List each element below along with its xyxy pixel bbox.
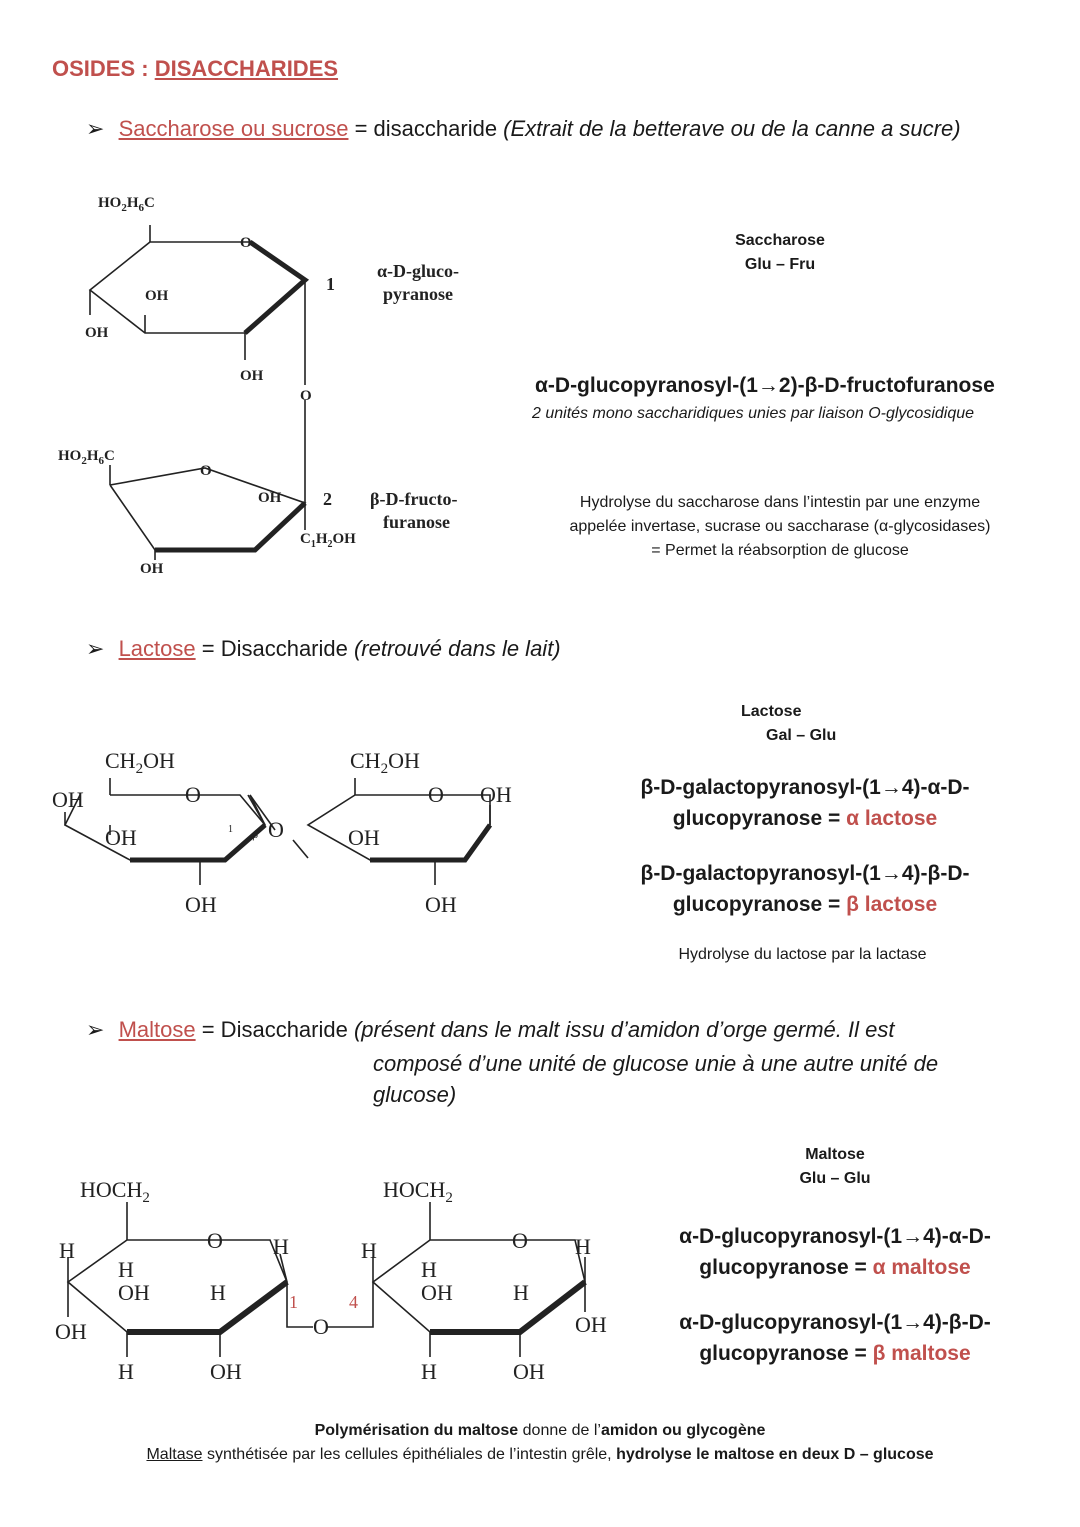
saccharose-label-name: Saccharose bbox=[735, 232, 825, 249]
lactose-eq: = Disaccharide bbox=[195, 636, 354, 661]
o-ring-1: O bbox=[185, 782, 201, 807]
lactose-heading bbox=[86, 636, 561, 662]
lactose-hydrolysis: Hydrolyse du lactose par la lactase bbox=[678, 946, 927, 963]
maltose-alpha bbox=[620, 1221, 1050, 1283]
oh-bottom: OH bbox=[240, 368, 264, 384]
h-c1: H bbox=[118, 1257, 134, 1282]
maltose-alpha-red: α maltose bbox=[872, 1256, 971, 1279]
footer-1-mid: donne de l’ bbox=[518, 1422, 601, 1439]
lactose-alpha-2: glucopyranose = bbox=[672, 807, 847, 830]
o-link: O bbox=[268, 817, 284, 842]
maltose-structure bbox=[55, 1172, 615, 1402]
oh-ring-2: OH bbox=[348, 825, 380, 850]
num-4: 4 bbox=[349, 1292, 358, 1312]
maltose-beta-red: β maltose bbox=[872, 1342, 971, 1365]
lactose-alpha bbox=[590, 772, 1020, 834]
saccharose-hydro-3: = Permet la réabsorption de glucose bbox=[651, 542, 909, 559]
oh-ring-1: OH bbox=[105, 825, 137, 850]
o-ring-2: O bbox=[512, 1228, 528, 1253]
o-ring-2: O bbox=[428, 782, 444, 807]
ho2h6c-top: $HO_2H_6C$ bbox=[98, 195, 155, 214]
oh-mid: OH bbox=[145, 288, 169, 304]
saccharose-heading bbox=[86, 116, 961, 142]
oh-right: OH bbox=[575, 1312, 607, 1337]
maltose-desc-cont bbox=[373, 1048, 938, 1110]
num-2: 2 bbox=[323, 489, 332, 509]
lactose-label bbox=[720, 700, 840, 748]
saccharose-label-units: Glu – Fru bbox=[744, 256, 816, 273]
saccharose-desc: (Extrait de la betterave ou de la canne a sucre) bbox=[503, 116, 961, 141]
oh-left: OH bbox=[52, 787, 84, 812]
one-mark: 1 bbox=[228, 824, 233, 835]
alpha-label-1: α-D-gluco- bbox=[377, 261, 460, 281]
beta-label-2: furanose bbox=[383, 512, 450, 532]
num-1: 1 bbox=[289, 1292, 298, 1312]
maltose-footer bbox=[40, 1419, 1040, 1467]
beta-mark: β bbox=[253, 830, 258, 841]
lactose-desc: (retrouvé dans le lait) bbox=[353, 636, 561, 661]
bullet-icon: ➢ bbox=[86, 116, 105, 141]
footer-2-maltase: Maltase bbox=[146, 1446, 203, 1463]
h-e1: H bbox=[118, 1359, 134, 1384]
lactose-beta-2: glucopyranose = bbox=[672, 893, 847, 916]
saccharose-structure bbox=[40, 185, 540, 605]
lactose-structure bbox=[50, 740, 570, 930]
saccharose-iupac-note: 2 unités mono saccharidiques unies par liaison O-glycosidique bbox=[532, 405, 975, 422]
saccharose-iupac: α-D-glucopyranosyl-(1→2)-β-D-fructofuranose bbox=[535, 374, 995, 397]
o-ring-glucose: O bbox=[240, 235, 252, 251]
ho2h6c-fru: $HO_2H_6C$ bbox=[58, 448, 115, 467]
footer-2-bold: hydrolyse le maltose en deux D – glucose bbox=[616, 1446, 934, 1463]
oh-left: OH bbox=[55, 1319, 87, 1344]
lactose-beta bbox=[590, 858, 1020, 920]
oh-c2: OH bbox=[421, 1280, 453, 1305]
oh-left: OH bbox=[85, 325, 109, 341]
o-link: O bbox=[313, 1314, 329, 1339]
h-d2: H bbox=[513, 1280, 529, 1305]
maltose-beta-1: α-D-glucopyranosyl-(1→4)-β-D- bbox=[679, 1311, 991, 1334]
oh-e2: OH bbox=[513, 1359, 545, 1384]
num-1: 1 bbox=[326, 274, 335, 294]
o-ring-fructose: O bbox=[200, 463, 212, 479]
h-b1: H bbox=[273, 1234, 289, 1259]
saccharose-name: Saccharose ou sucrose bbox=[118, 116, 349, 141]
ch2oh-1: $CH_2OH$ bbox=[105, 748, 175, 777]
maltose-label-name: Maltose bbox=[805, 1146, 865, 1163]
maltose-desc-2: composé d’une unité de glucose unie à une autre unité de bbox=[373, 1051, 939, 1076]
glucose-ring-2 bbox=[373, 1240, 585, 1332]
oh-bottom-1: OH bbox=[185, 892, 217, 917]
lactose-label-name: Lactose bbox=[741, 703, 802, 720]
h-b2: H bbox=[575, 1234, 591, 1259]
glucose-ring bbox=[308, 795, 490, 860]
h-a2: H bbox=[361, 1238, 377, 1263]
maltose-alpha-1: α-D-glucopyranosyl-(1→4)-α-D- bbox=[679, 1225, 991, 1248]
beta-label-1: β-D-fructo- bbox=[370, 489, 458, 509]
lactose-label-units: Gal – Glu bbox=[766, 727, 837, 744]
saccharose-hydrolysis bbox=[520, 491, 1040, 563]
footer-2-mid: synthétisée par les cellules épithéliales de l’intestin grêle, bbox=[202, 1446, 617, 1463]
oh-c1: OH bbox=[118, 1280, 150, 1305]
oh-bottom-2: OH bbox=[425, 892, 457, 917]
page-title bbox=[52, 56, 338, 82]
o-link: O bbox=[300, 388, 312, 404]
oh-right: OH bbox=[480, 782, 512, 807]
saccharose-hydro-2: appelée invertase, sucrase ou saccharase (α-glycosidases) bbox=[569, 518, 991, 535]
hoch2-1: $HOCH_2$ bbox=[80, 1177, 150, 1206]
maltose-eq: = Disaccharide bbox=[195, 1017, 354, 1042]
fru-oh-bottom: OH bbox=[140, 561, 164, 577]
alpha-label-2: pyranose bbox=[383, 284, 454, 304]
ch2oh-2: $CH_2OH$ bbox=[350, 748, 420, 777]
fru-oh-ring: OH bbox=[258, 490, 282, 506]
maltose-desc-1: (présent dans le malt issu d’amidon d’orge germé. Il est bbox=[353, 1017, 895, 1042]
fructose-ring bbox=[110, 468, 305, 550]
saccharose-hydro-1: Hydrolyse du saccharose dans l’intestin par une enzyme bbox=[579, 494, 981, 511]
lactose-name: Lactose bbox=[118, 636, 196, 661]
h-a1: H bbox=[59, 1238, 75, 1263]
lactose-beta-1: β-D-galactopyranosyl-(1→4)-β-D- bbox=[640, 862, 970, 885]
maltose-label bbox=[770, 1143, 900, 1191]
maltose-beta-2: glucopyranose = bbox=[699, 1342, 873, 1365]
saccharose-label bbox=[700, 229, 860, 277]
maltose-alpha-2: glucopyranose = bbox=[699, 1256, 873, 1279]
glucose-ring-1 bbox=[68, 1240, 287, 1332]
h-d1: H bbox=[210, 1280, 226, 1305]
maltose-beta bbox=[620, 1307, 1050, 1369]
maltose-name: Maltose bbox=[118, 1017, 196, 1042]
maltose-label-units: Glu – Glu bbox=[799, 1170, 871, 1187]
h-e2: H bbox=[421, 1359, 437, 1384]
title-main: DISACCHARIDES bbox=[154, 56, 339, 81]
o-ring-1: O bbox=[207, 1228, 223, 1253]
lactose-alpha-1: β-D-galactopyranosyl-(1→4)-α-D- bbox=[640, 776, 970, 799]
bullet-icon: ➢ bbox=[86, 1017, 105, 1042]
hoch2-2: $HOCH_2$ bbox=[383, 1177, 453, 1206]
maltose-heading bbox=[86, 1017, 894, 1043]
saccharose-eq: = disaccharide bbox=[348, 116, 504, 141]
title-prefix: OSIDES : bbox=[52, 56, 155, 81]
bullet-icon: ➢ bbox=[86, 636, 105, 661]
fru-ch2oh: $C_1H_2OH$ bbox=[300, 531, 356, 550]
maltose-desc-3: glucose) bbox=[373, 1082, 457, 1107]
lactose-alpha-red: α lactose bbox=[846, 807, 938, 830]
lactose-beta-red: β lactose bbox=[846, 893, 938, 916]
oh-e1: OH bbox=[210, 1359, 242, 1384]
h-c2: H bbox=[421, 1257, 437, 1282]
footer-1-bold-2: amidon ou glycogène bbox=[600, 1422, 766, 1439]
footer-1-bold: Polymérisation du maltose bbox=[314, 1422, 519, 1439]
